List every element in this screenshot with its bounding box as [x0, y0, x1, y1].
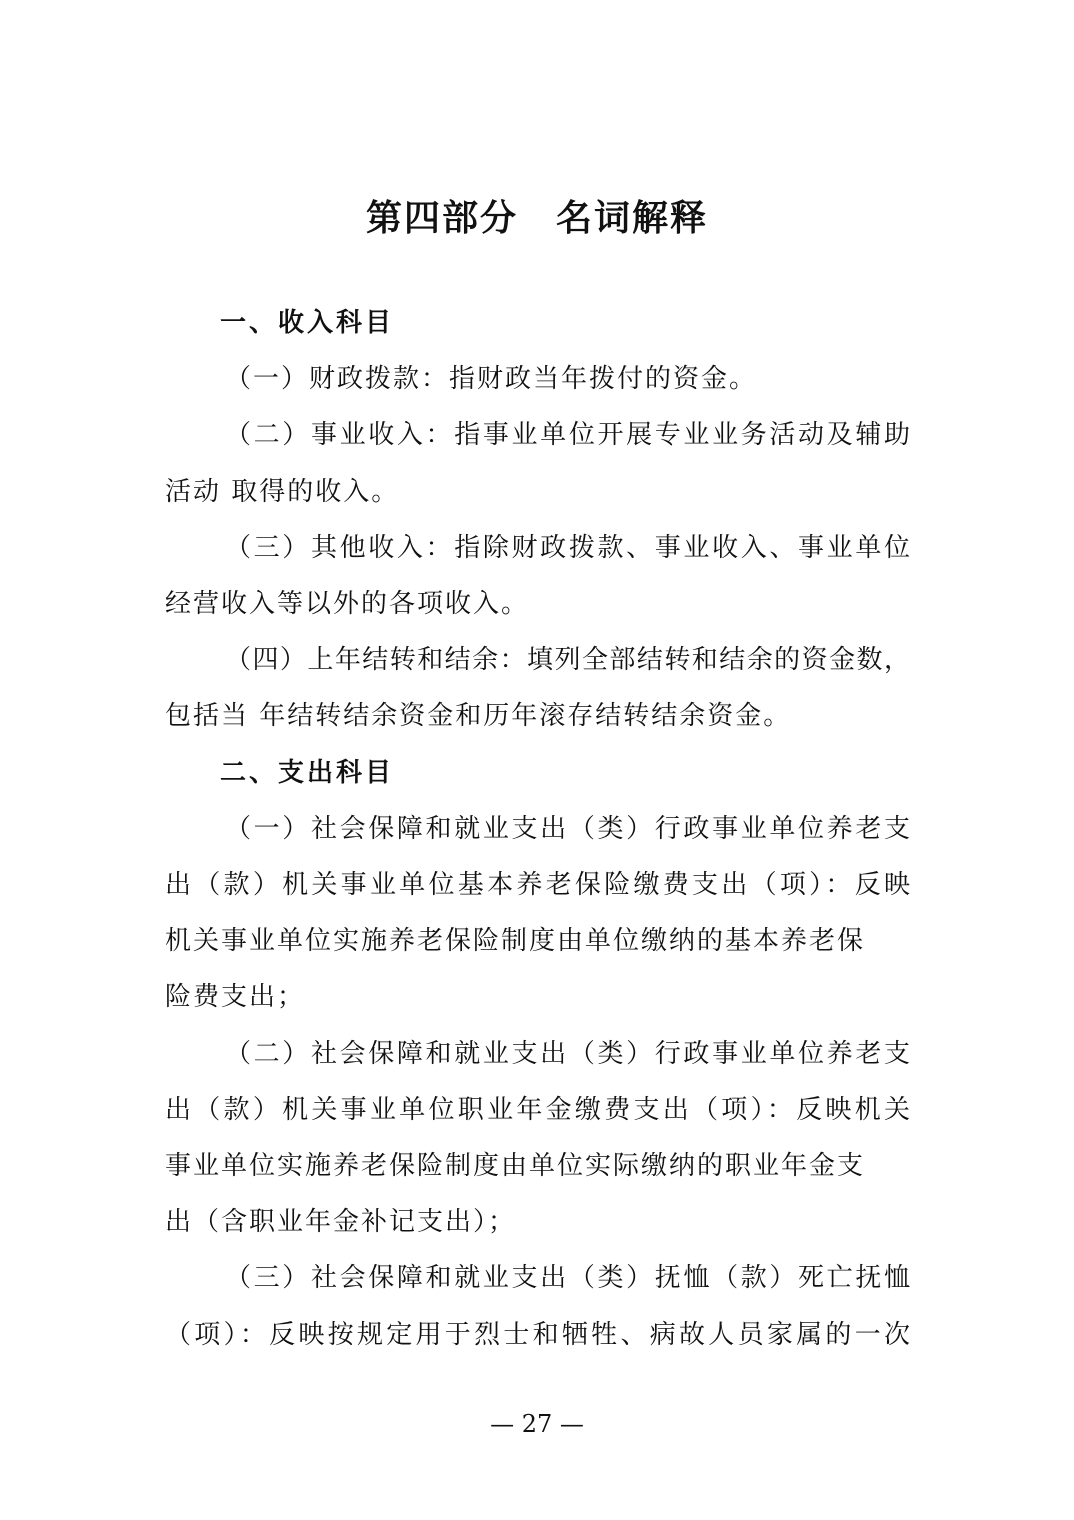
section-heading: 二、支出科目 [220, 757, 395, 788]
text-line: 出（款）机关事业单位职业年金缴费支出（项）：反映机关 [165, 1094, 910, 1125]
text-line: （三）其他收入：指除财政拨款、事业收入、事业单位 [225, 532, 910, 563]
text-line: （项）：反映按规定用于烈士和牺牲、病故人员家属的一次 [165, 1319, 910, 1350]
text-line: 活动 取得的收入。 [165, 476, 400, 507]
text-line: （二）社会保障和就业支出（类）行政事业单位养老支 [225, 1038, 910, 1069]
text-line: 出（款）机关事业单位基本养老保险缴费支出（项）：反映 [165, 870, 910, 900]
text-line: （一）财政拨款：指财政当年拨付的资金。 [225, 364, 758, 395]
text-line: （四）上年结转和结余：填列全部结转和结余的资金数， [225, 645, 910, 676]
page-title: 第四部分 名词解释 [365, 198, 708, 239]
text-line: （一）社会保障和就业支出（类）行政事业单位养老支 [225, 813, 910, 844]
text-line: （三）社会保障和就业支出（类）抚恤（款）死亡抚恤 [225, 1263, 910, 1294]
text-line: 包括当 年结转结余资金和历年滚存结转结余资金。 [165, 701, 792, 732]
text-line: 机关事业单位实施养老保险制度由单位缴纳的基本养老保 [165, 926, 866, 957]
text-line: 事业单位实施养老保险制度由单位实际缴纳的职业年金支 [165, 1151, 866, 1181]
text-line: 经营收入等以外的各项收入。 [165, 589, 530, 619]
page-number: — 27 — [490, 1410, 584, 1438]
text-line: （二）事业收入：指事业单位开展专业业务活动及辅助 [225, 420, 910, 451]
text-line: 险费支出； [165, 982, 306, 1013]
text-line: 出（含职业年金补记支出）； [165, 1207, 517, 1238]
section-heading: 一、收入科目 [220, 308, 395, 338]
